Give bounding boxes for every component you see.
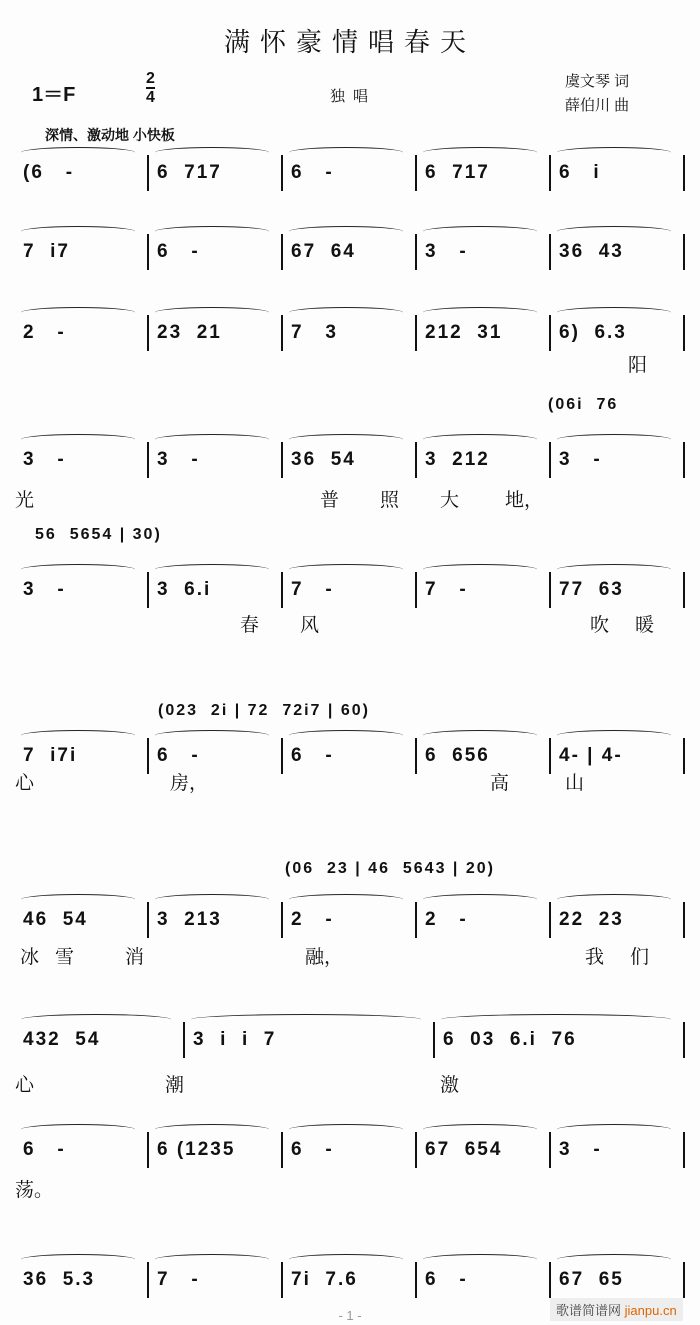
measure: 3 -	[551, 1132, 685, 1168]
measure: 22 23	[551, 902, 685, 938]
measure: 3 213	[149, 902, 283, 938]
measure: 6 -	[283, 1132, 417, 1168]
measure: 23 21	[149, 315, 283, 351]
measure: 3 i i 7	[185, 1022, 435, 1058]
staff-row	[15, 1132, 685, 1168]
measure: 6 -	[15, 1132, 149, 1168]
lyric: 融，	[305, 946, 344, 968]
song-title: 满怀豪情唱春天	[223, 28, 476, 58]
staff-row	[15, 442, 685, 478]
lyric: 我	[585, 946, 605, 968]
measure: 6 717	[149, 155, 283, 191]
watermark-url: jianpu.cn	[624, 1303, 677, 1318]
accompaniment-line: (06i 76	[548, 396, 619, 413]
meter-top: 2	[146, 70, 155, 87]
lyric: 暖	[635, 614, 655, 636]
measure: 6 -	[149, 738, 283, 774]
page-number: - 1 -	[338, 1308, 362, 1323]
measure: 432 54	[15, 1022, 185, 1058]
lyric: 吹	[590, 614, 610, 636]
watermark	[550, 1298, 683, 1321]
accompaniment-line: 56 5654 | 30)	[35, 526, 162, 543]
measure: 67 65	[551, 1262, 685, 1298]
measure: 67 654	[417, 1132, 551, 1168]
measure: 7 -	[149, 1262, 283, 1298]
accompaniment-line: (023 2i | 72 72i7 | 60)	[158, 702, 370, 719]
measure: 7 -	[417, 572, 551, 608]
composer: 薛伯川 曲	[565, 97, 630, 114]
measure: 6 03 6.i 76	[435, 1022, 685, 1058]
measure: 7 3	[283, 315, 417, 351]
measure: (6 -	[15, 155, 149, 191]
measure: 36 54	[283, 442, 417, 478]
measure: 4- | 4-	[551, 738, 685, 774]
lyric: 地，	[505, 489, 544, 511]
meter-bottom: 4	[146, 89, 155, 106]
lyric: 照	[380, 489, 400, 511]
lyric: 潮	[165, 1074, 185, 1096]
watermark-site: 歌谱简谱网	[556, 1303, 622, 1318]
measure: 3 212	[417, 442, 551, 478]
staff-row	[15, 738, 685, 774]
measure: 6 -	[283, 738, 417, 774]
lyric: 消	[125, 946, 145, 968]
performance-mode: 独唱	[330, 88, 377, 105]
lyric: 高	[490, 772, 510, 794]
credits	[565, 70, 629, 118]
measure: 3 6.i	[149, 572, 283, 608]
lyric: 们	[630, 946, 650, 968]
lyric: 风	[300, 614, 320, 636]
measure: 7i 7.6	[283, 1262, 417, 1298]
measure: 212 31	[417, 315, 551, 351]
measure: 7 i7	[15, 234, 149, 270]
measure: 3 -	[149, 442, 283, 478]
lyricist: 虞文琴 词	[565, 73, 630, 90]
staff-row	[15, 1262, 685, 1298]
lyric: 房，	[170, 772, 209, 794]
staff-row	[15, 234, 685, 270]
measure: 2 -	[15, 315, 149, 351]
lyric: 大	[440, 489, 460, 511]
lyric: 心	[15, 1074, 35, 1096]
measure: 7 -	[283, 572, 417, 608]
staff-row	[15, 315, 685, 351]
measure: 7 i7i	[15, 738, 149, 774]
lyric: 春	[240, 614, 260, 636]
measure: 3 -	[551, 442, 685, 478]
tempo-marking: 深情、激动地 小快板	[45, 127, 175, 143]
measure: 6 656	[417, 738, 551, 774]
staff-row	[15, 1022, 685, 1058]
measure: 6 -	[417, 1262, 551, 1298]
measure: 77 63	[551, 572, 685, 608]
staff-row	[15, 902, 685, 938]
measure: 3 -	[15, 572, 149, 608]
lyric: 激	[440, 1074, 460, 1096]
lyric: 荡。	[15, 1179, 54, 1201]
measure: 6 -	[283, 155, 417, 191]
measure: 36 5.3	[15, 1262, 149, 1298]
accompaniment-line: (06 23 | 46 5643 | 20)	[285, 860, 495, 877]
measure: 2 -	[283, 902, 417, 938]
measure: 36 43	[551, 234, 685, 270]
measure: 6 -	[149, 234, 283, 270]
lyric: 心	[15, 772, 35, 794]
measure: 67 64	[283, 234, 417, 270]
measure: 2 -	[417, 902, 551, 938]
staff-row	[15, 572, 685, 608]
measure: 6 717	[417, 155, 551, 191]
time-signature	[146, 70, 155, 106]
measure: 6 (1235	[149, 1132, 283, 1168]
lyric: 阳	[628, 354, 648, 376]
measure: 3 -	[417, 234, 551, 270]
lyric: 雪	[55, 946, 75, 968]
staff-row	[15, 155, 685, 191]
lyric: 山	[565, 772, 585, 794]
key-signature: 1＝F	[32, 84, 76, 106]
measure: 3 -	[15, 442, 149, 478]
lyric: 普	[320, 489, 340, 511]
lyric: 光	[15, 489, 35, 511]
lyric: 冰	[20, 946, 40, 968]
measure: 6 i	[551, 155, 685, 191]
measure: 46 54	[15, 902, 149, 938]
measure: 6) 6.3	[551, 315, 685, 351]
